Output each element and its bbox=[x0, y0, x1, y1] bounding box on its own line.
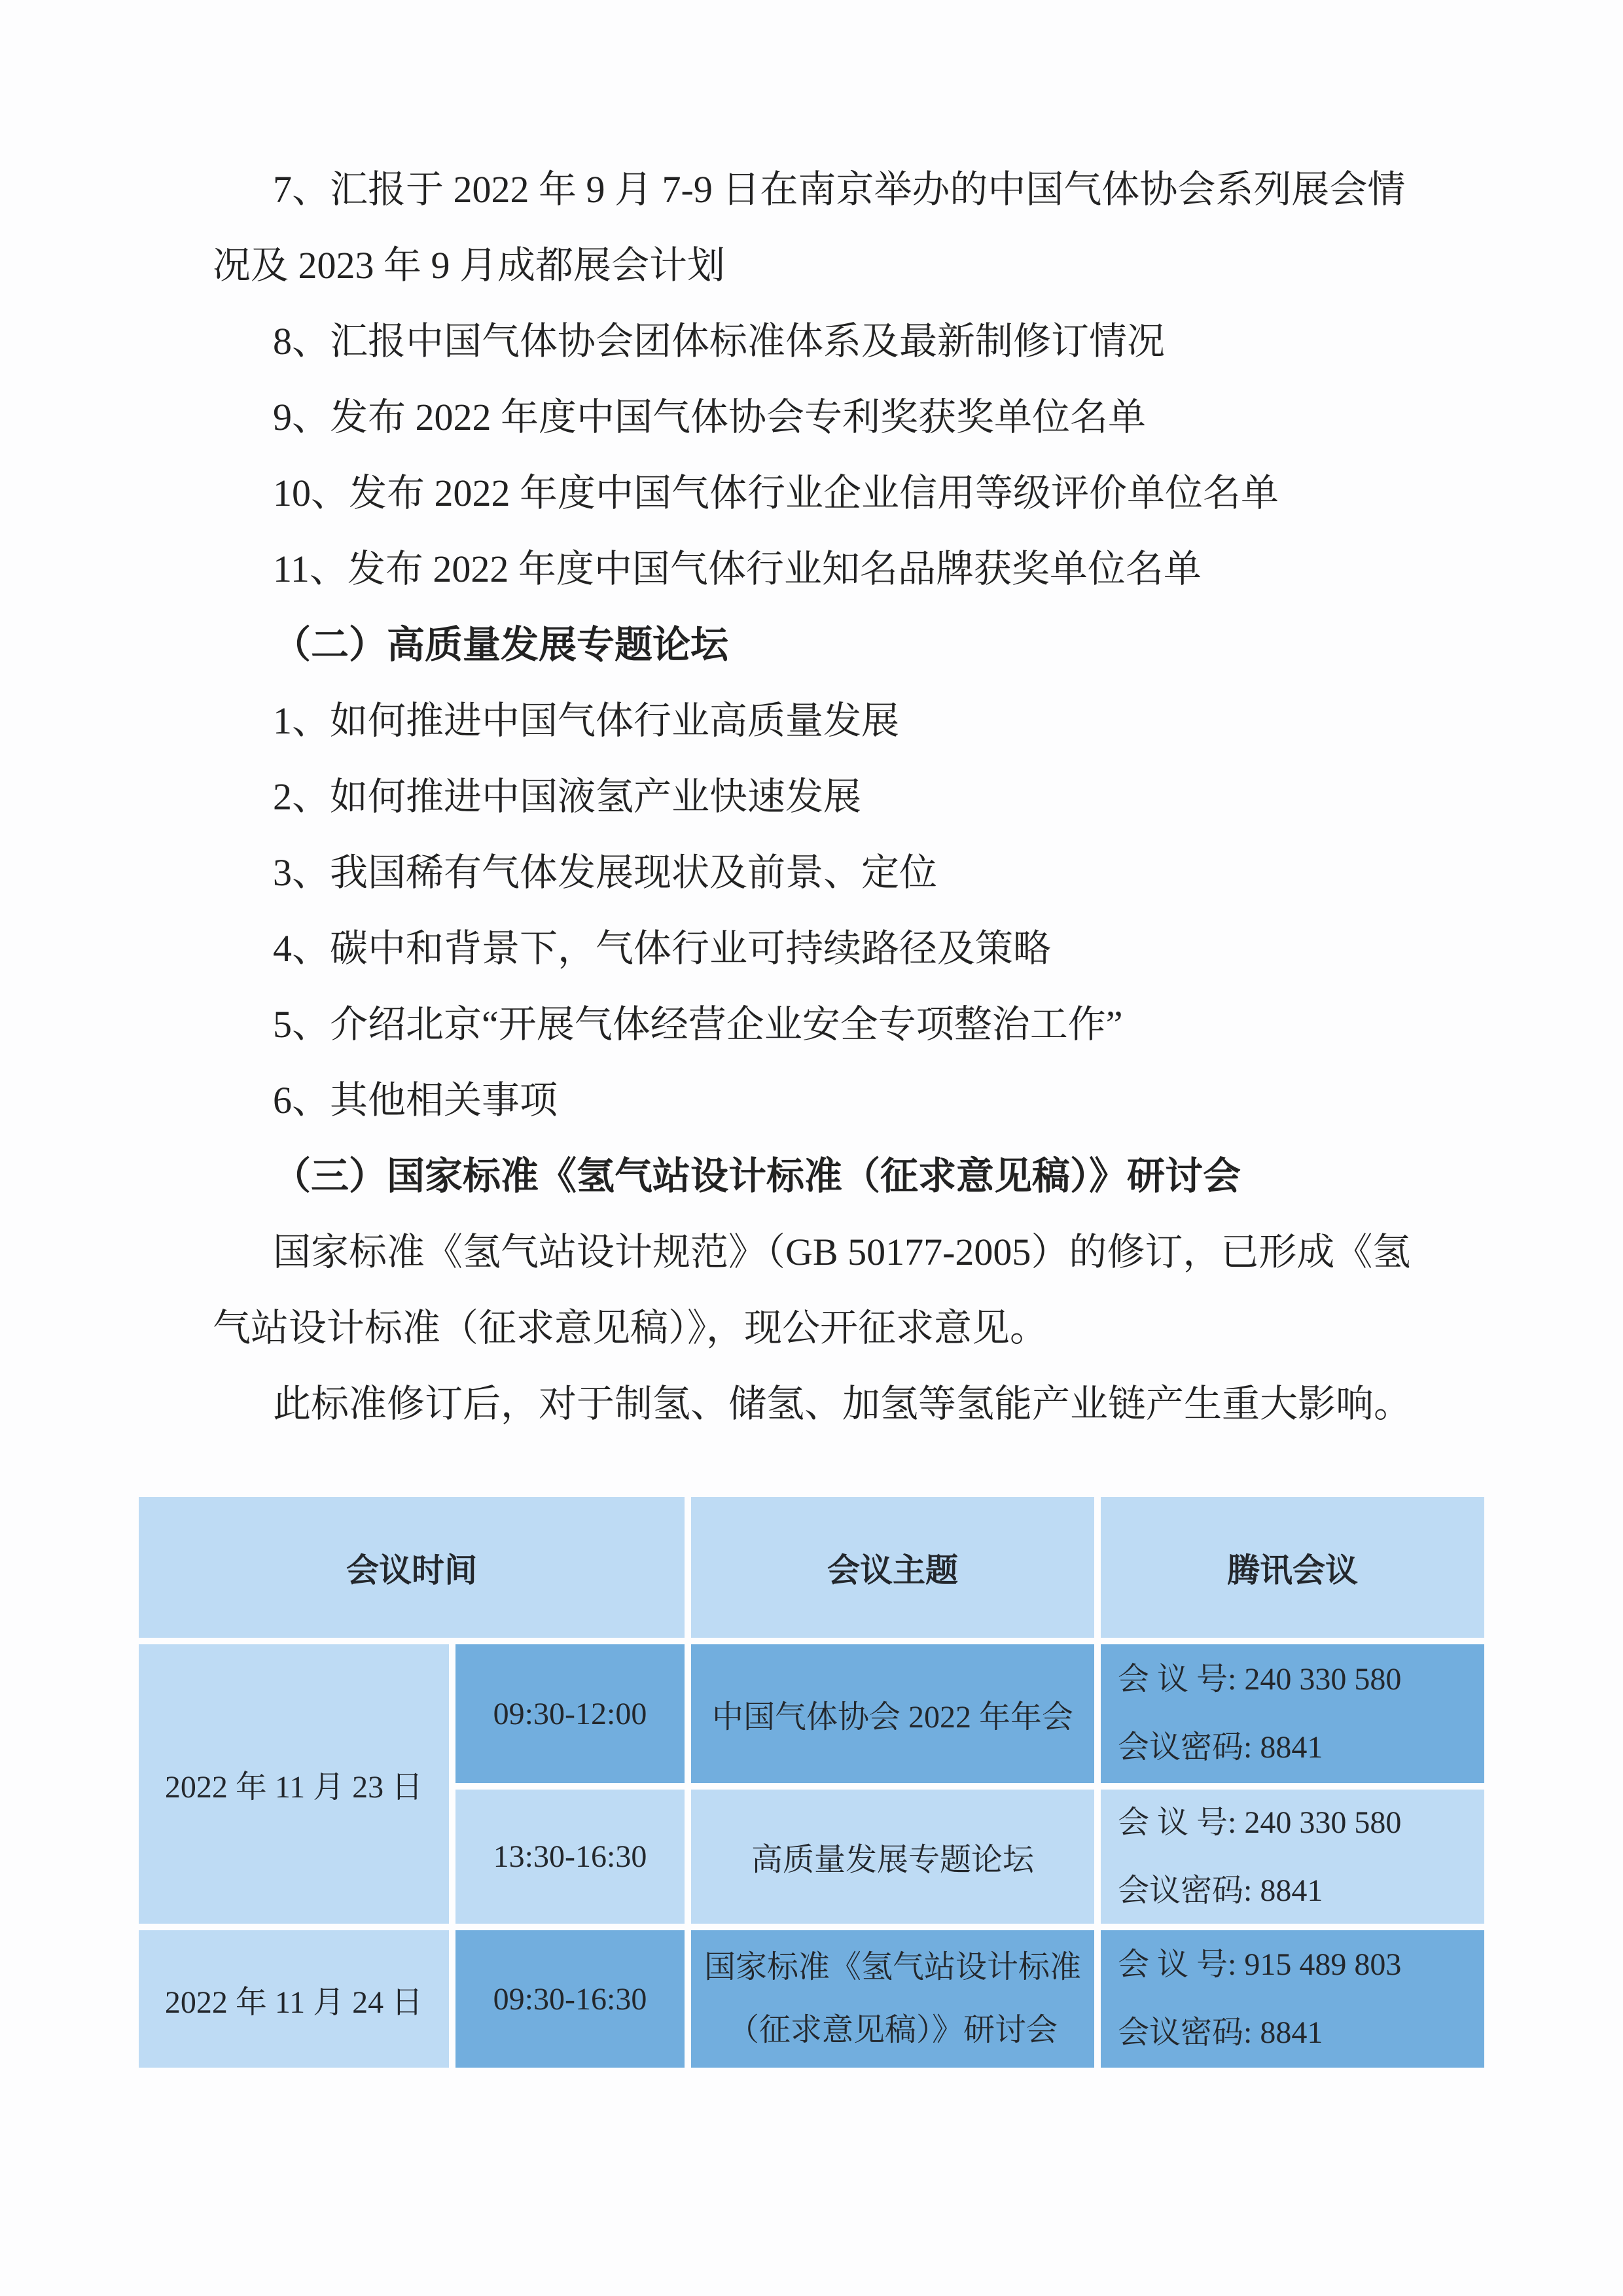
section-3-para-1-line-1: 国家标准《氢气站设计规范》（GB 50177-2005）的修订，已形成《氢 bbox=[273, 1231, 1411, 1273]
meeting-number-session-2: 会 议 号: 240 330 580 bbox=[1118, 1805, 1402, 1840]
table-header-meeting-topic: 会议主题 bbox=[691, 1497, 1094, 1638]
table-cell-topic-session-3 bbox=[691, 1930, 1094, 2068]
table-cell-time-session-1: 09:30-12:00 bbox=[455, 1644, 685, 1783]
agenda-item-8: 8、汇报中国气体协会团体标准体系及最新制修订情况 bbox=[273, 320, 1166, 362]
section-3-heading: （三）国家标准《氢气站设计标准（征求意见稿）》研讨会 bbox=[273, 1155, 1241, 1197]
table-header-tencent-meeting: 腾讯会议 bbox=[1101, 1497, 1484, 1638]
meeting-password-session-1: 会议密码: 8841 bbox=[1118, 1730, 1323, 1765]
section-2-heading: （二）高质量发展专题论坛 bbox=[273, 624, 729, 666]
agenda-item-7-line-2: 况及 2023 年 9 月成都展会计划 bbox=[213, 244, 726, 287]
table-header-meeting-time: 会议时间 bbox=[139, 1497, 685, 1638]
section-2-item-2: 2、如何推进中国液氢产业快速发展 bbox=[273, 775, 862, 818]
meeting-schedule-table bbox=[139, 1497, 1484, 2068]
section-3-para-1-line-2: 气站设计标准（征求意见稿）》，现公开征求意见。 bbox=[213, 1307, 1048, 1349]
table-cell-topic-session-2: 高质量发展专题论坛 bbox=[691, 1790, 1094, 1924]
table-cell-date-nov-24: 2022 年 11 月 24 日 bbox=[139, 1930, 449, 2068]
meeting-number-session-1: 会 议 号: 240 330 580 bbox=[1118, 1662, 1402, 1697]
section-2-item-3: 3、我国稀有气体发展现状及前景、定位 bbox=[273, 851, 938, 894]
topic-session-3-line-2: （征求意见稿）》研讨会 bbox=[727, 2013, 1058, 2047]
agenda-item-10: 10、发布 2022 年度中国气体行业企业信用等级评价单位名单 bbox=[273, 472, 1279, 514]
meeting-password-session-2: 会议密码: 8841 bbox=[1118, 1873, 1323, 1908]
topic-session-3-line-1: 国家标准《氢气站设计标准 bbox=[704, 1950, 1081, 1985]
section-3-para-2: 此标准修订后，对于制氢、储氢、加氢等氢能产业链产生重大影响。 bbox=[273, 1383, 1412, 1425]
section-2-item-1: 1、如何推进中国气体行业高质量发展 bbox=[273, 699, 900, 742]
table-cell-topic-session-1: 中国气体协会 2022 年年会 bbox=[691, 1644, 1094, 1783]
agenda-item-9: 9、发布 2022 年度中国气体协会专利奖获奖单位名单 bbox=[273, 396, 1147, 438]
section-2-item-4: 4、碳中和背景下，气体行业可持续路径及策略 bbox=[273, 927, 1052, 970]
section-2-item-5: 5、介绍北京“开展气体经营企业安全专项整治工作” bbox=[273, 1003, 1123, 1046]
document-text-block bbox=[213, 152, 1456, 1442]
table-cell-tencent-session-2 bbox=[1101, 1790, 1484, 1924]
table-cell-tencent-session-3 bbox=[1101, 1930, 1484, 2068]
meeting-number-session-3: 会 议 号: 915 489 803 bbox=[1118, 1947, 1402, 1982]
table-cell-date-nov-23: 2022 年 11 月 23 日 bbox=[139, 1644, 449, 1924]
table-cell-time-session-2: 13:30-16:30 bbox=[455, 1790, 685, 1924]
agenda-item-7-line-1: 7、汇报于 2022 年 9 月 7-9 日在南京举办的中国气体协会系列展会情 bbox=[273, 168, 1406, 211]
agenda-item-11: 11、发布 2022 年度中国气体行业知名品牌获奖单位名单 bbox=[273, 548, 1202, 590]
table-cell-tencent-session-1 bbox=[1101, 1644, 1484, 1783]
table-cell-time-session-3: 09:30-16:30 bbox=[455, 1930, 685, 2068]
section-2-item-6: 6、其他相关事项 bbox=[273, 1079, 558, 1122]
meeting-password-session-3: 会议密码: 8841 bbox=[1118, 2015, 1323, 2050]
